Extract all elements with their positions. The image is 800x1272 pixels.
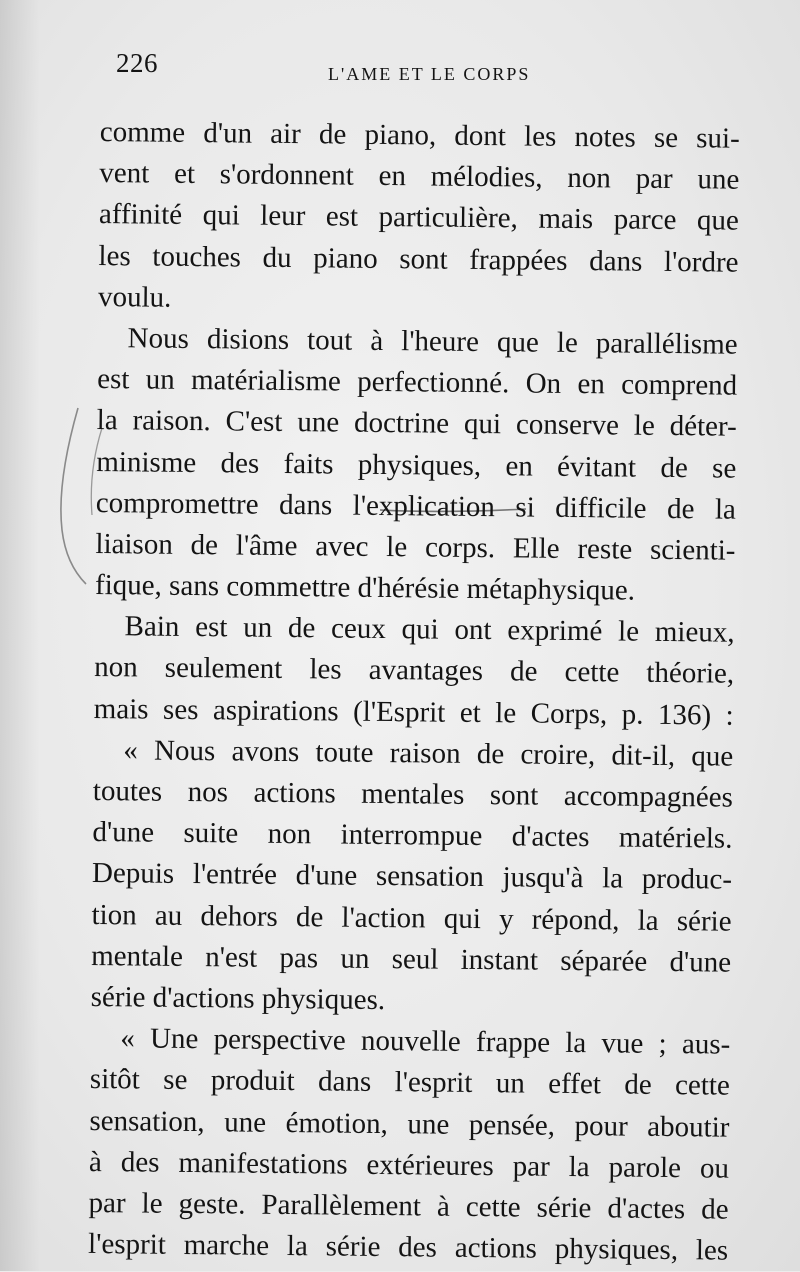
page-number: 226 xyxy=(116,48,158,78)
text-line: par le geste. Parallèlement à cette série d'actes de xyxy=(88,1186,729,1226)
text-line: sensation, une émotion, une pensée, pour aboutir xyxy=(89,1104,730,1144)
text-line: à des manifestations extérieures par la parole ou xyxy=(88,1145,730,1185)
text-line: la raison. C'est une doctrine qui conserve le déter- xyxy=(96,404,737,443)
text-line: Nous disions tout à l'heure que le parallélisme xyxy=(127,322,738,361)
page-header xyxy=(116,48,746,88)
text-line: vent et s'ordonnent en mélodies, non par une xyxy=(99,157,740,196)
text-line: voulu. xyxy=(97,280,172,314)
text-line: tion au dehors de l'action qui y répond, la série xyxy=(91,898,732,938)
body-text xyxy=(88,112,740,1272)
text-line: non seulement les avantages de cette théorie, xyxy=(94,651,735,691)
text-line: comme d'un air de piano, dont les notes se sui- xyxy=(99,115,740,155)
text-line: sitôt se produit dans l'esprit un effet de cette xyxy=(89,1063,731,1102)
text-line: Depuis l'entrée d'une sensation jusqu'à la produc- xyxy=(91,857,733,897)
text-line: est un matérialisme perfectionné. On en comprend xyxy=(97,363,738,402)
spine-shadow xyxy=(0,0,40,1271)
text-line: série d'actions physiques. xyxy=(90,980,386,1016)
text-line: minisme des faits physiques, en évitant de se xyxy=(96,445,737,485)
text-line: d'une suite non interrompue d'actes matériels. xyxy=(92,816,733,855)
text-line: « Nous avons toute raison de croire, dit-il, que xyxy=(123,734,734,773)
text-line: Bain est un de ceux qui ont exprimé le mieux, xyxy=(124,610,735,649)
text-line: mais ses aspirations (l'Esprit et le Corps, p. 136) : xyxy=(93,692,734,732)
text-line: l'esprit marche la série des actions physiques, les xyxy=(87,1228,729,1267)
text-line: affinité qui leur est particulière, mais parce que xyxy=(98,198,740,238)
text-line: « Une perspective nouvelle frappe la vue ; aus- xyxy=(120,1022,731,1061)
text-line: fique, sans commettre d'hérésie métaphysique. xyxy=(94,569,636,607)
text-line: toutes nos actions mentales sont accompagnées xyxy=(92,774,734,814)
text-line: les touches du piano sont frappées dans l'ordre xyxy=(98,239,739,279)
text-line: compromettre dans l'explication si difficile de la xyxy=(95,486,737,526)
running-head: L'AME ET LE CORPS xyxy=(328,64,531,84)
text-line: mentale n'est pas un seul instant séparée d'une xyxy=(90,939,732,979)
text-line: liaison de l'âme avec le corps. Elle reste scienti- xyxy=(95,527,736,567)
